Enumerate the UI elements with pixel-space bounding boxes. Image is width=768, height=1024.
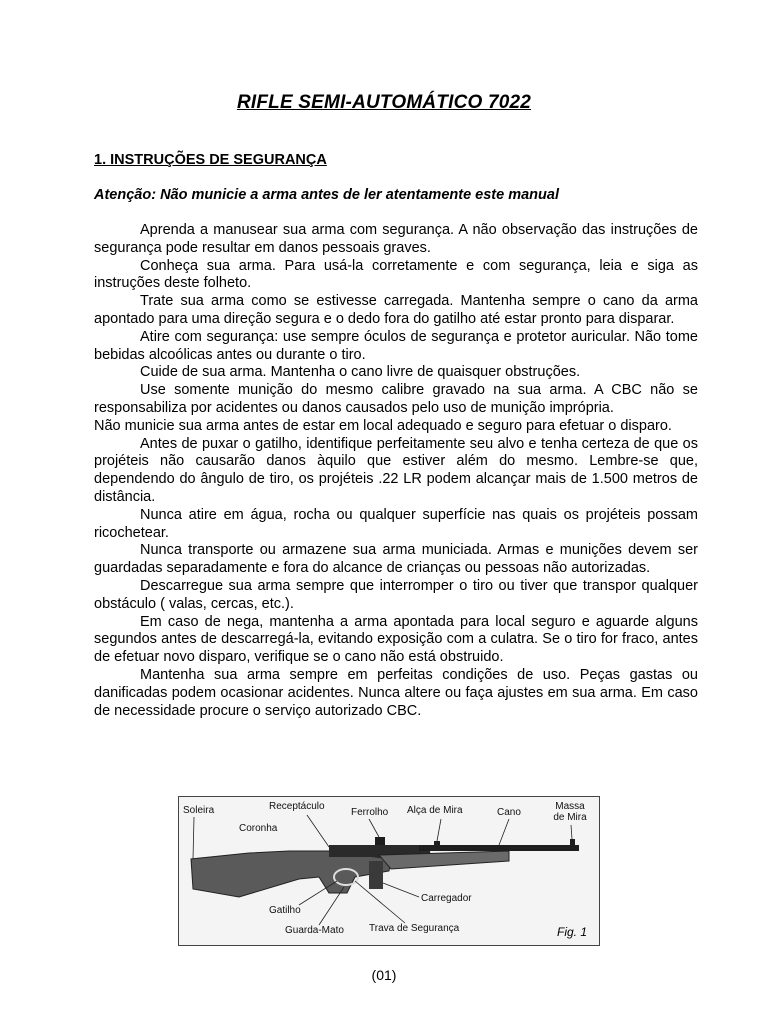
rifle-magazine (369, 861, 383, 889)
label-carregador: Carregador (421, 893, 472, 904)
warning-text: Atenção: Não municie a arma antes de ler atentamente este manual (94, 187, 559, 203)
paragraph: Use somente munição do mesmo calibre gravado na sua arma. A CBC não se responsabiliza por acidentes ou danos causados pelo uso de munição imprópria. (94, 382, 698, 416)
paragraph: Antes de puxar o gatilho, identifique perfeitamente seu alvo e tenha certeza de que os projéteis não causarão danos àquilo que estiver além do mesmo. Lembre-se que, dependendo do ângulo de tiro, os projéteis .22 LR podem alcançar mais de 1.500 metros de distância. (94, 435, 698, 505)
paragraph: Conheça sua arma. Para usá-la corretamente e com segurança, leia e siga as instruções deste folheto. (94, 257, 698, 292)
label-cano: Cano (497, 807, 521, 818)
rifle-front-sight (570, 839, 575, 846)
label-alca: Alça de Mira (407, 805, 463, 816)
label-guarda: Guarda-Mato (285, 925, 344, 936)
paragraph: Nunca atire em água, rocha ou qualquer superfície nas quais os projéteis possam ricochetear. (94, 506, 698, 541)
paragraph: Cuide de sua arma. Mantenha o cano livre de quaisquer obstruções. (140, 364, 581, 381)
paragraph: Aprenda a manusear sua arma com segurança. A não observação das instruções de segurança pode resultar em danos pessoais graves. (94, 222, 698, 256)
paragraph: Nunca transporte ou armazene sua arma municiada. Armas e munições devem ser guardadas separadamente e fora do alcance de crianças ou pessoas não autorizadas. (94, 542, 698, 577)
paragraph: Não municie sua arma antes de estar em local adequado e seguro para efetuar o disparo. (94, 417, 672, 434)
section-heading: 1. INSTRUÇÕES DE SEGURANÇA (94, 152, 327, 168)
label-gatilho: Gatilho (269, 905, 301, 916)
paragraph: Atire com segurança: use sempre óculos de segurança e protetor auricular. Não tome bebidas alcoólicas antes ou durante o tiro. (94, 328, 698, 363)
label-soleira: Soleira (183, 805, 215, 816)
page-number: (01) (371, 967, 397, 983)
rifle-bolt (375, 837, 385, 845)
rifle-barrel (419, 845, 579, 851)
rifle-rear-sight (434, 841, 440, 846)
rifle-figure (178, 796, 600, 946)
label-receptaculo: Receptáculo (269, 801, 325, 812)
paragraph: Descarregue sua arma sempre que interromper o tiro ou tiver que transpor qualquer obstáculo ( valas, cercas, etc.). (94, 577, 698, 612)
figure-caption: Fig. 1 (556, 925, 587, 939)
label-massa: Massa de Mira (553, 801, 587, 823)
label-coronha: Coronha (239, 823, 278, 834)
paragraph: Em caso de nega, mantenha a arma apontada para local seguro e aguarde alguns segundos antes de descarregá-la, evitando exposição com a culatra. Se o tiro for fraco, antes de efetuar novo disparo, verifique se o cano não está obstruido. (94, 613, 698, 666)
label-trava: Trava de Segurança (369, 923, 460, 934)
instructions-body (94, 222, 698, 720)
paragraph: Mantenha sua arma sempre em perfeitas condições de uso. Peças gastas ou danificadas podem ocasionar acidentes. Nunca altere ou faça ajustes em sua arma. Em caso de necessidade procure o serviço autorizado CBC. (94, 666, 698, 719)
document-title: RIFLE SEMI-AUTOMÁTICO 7022 (236, 92, 532, 113)
label-ferrolho: Ferrolho (351, 807, 389, 818)
rifle-stock (191, 851, 391, 897)
paragraph: Trate sua arma como se estivesse carregada. Mantenha sempre o cano da arma apontado para uma direção segura e o dedo fora do gatilho até estar pronto para disparar. (94, 293, 698, 327)
